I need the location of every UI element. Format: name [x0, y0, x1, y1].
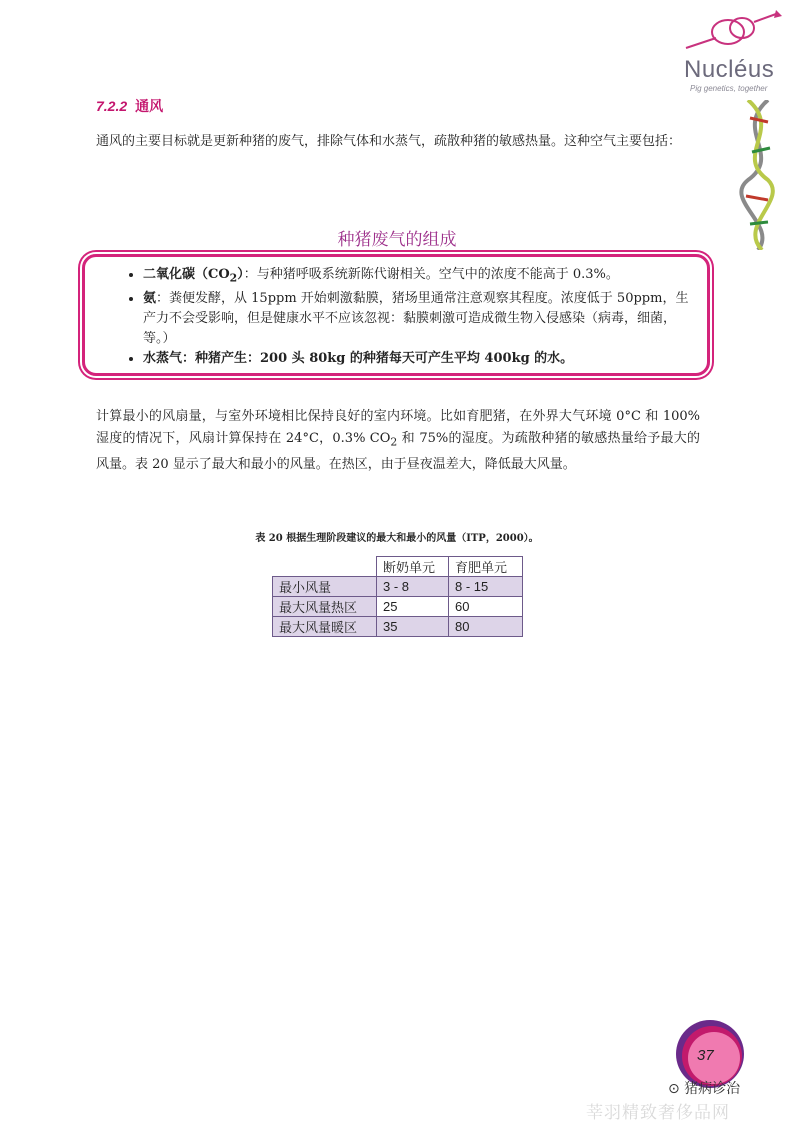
- table-header-row: [273, 557, 523, 577]
- logo-name: Nucléus: [684, 56, 775, 83]
- list-item: • 水蒸气：种猪产生：200 头 80kg 的种猪每天可产生平均 400kg 的水。: [143, 349, 689, 369]
- table-cell: 80: [449, 617, 523, 637]
- composition-box: [82, 254, 710, 376]
- table-row: [273, 617, 523, 637]
- list-item: • 二氧化碳$(CO_2)$：与种猪呼吸系统新陈代谢相关。空气中的浓度不能高于 0.3%。: [143, 265, 689, 289]
- table-cell: 25: [377, 597, 449, 617]
- watermark-account: ⊙ 猪病诊治: [668, 1081, 741, 1097]
- column-header: 育肥单元: [449, 557, 523, 577]
- logo-tagline: Pig genetics, together: [690, 84, 768, 93]
- table-cell: 3 - 8: [377, 577, 449, 597]
- ventilation-table: [272, 556, 523, 637]
- intro-paragraph: 通风的主要目标就是更新种猪的废气，排除气体和水蒸气，疏散种猪的敏感热量。这种空气主要包括：: [96, 134, 682, 149]
- section-heading: [96, 96, 163, 116]
- row-label: 最大风量暖区: [273, 617, 377, 637]
- table-row: [273, 577, 523, 597]
- table-cell: 60: [449, 597, 523, 617]
- section-title: 通风: [135, 99, 164, 115]
- box-title: 种猪废气的组成: [337, 230, 457, 250]
- watermark-site: 莘羽精致奢侈品网: [586, 1103, 730, 1123]
- table-row: [273, 597, 523, 617]
- table-cell: 35: [377, 617, 449, 637]
- section-number: 7.2.2: [96, 98, 128, 114]
- composition-list: [85, 257, 707, 369]
- row-label: 最大风量热区: [273, 597, 377, 617]
- row-label: 最小风量: [273, 577, 377, 597]
- page-number: 37: [697, 1047, 714, 1064]
- table-cell: 8 - 15: [449, 577, 523, 597]
- body-paragraph: 计算最小的风扇量，与室外环境相比保持良好的室内环境。比如育肥猪，在外界大气环境 0°C 和 100%湿度的情况下，风扇计算保持在 24°C，0.3% $CO_2$ 和 75%的湿度。为疏散种猪的敏感热量给予最大的风量。表 20 显示了最大和最小的风量。在热区，由于昼夜温差大，降低最大风量。: [96, 409, 700, 472]
- wechat-icon: ⊙: [668, 1081, 685, 1097]
- column-header: 断奶单元: [377, 557, 449, 577]
- list-item: • 氨：粪便发酵，从 15ppm 开始刺激黏膜，猪场里通常注意观察其程度。浓度低于 50ppm，生产力不会受影响，但是健康水平不应该忽视：黏膜刺激可造成微生物入侵感染（病毒，细菌，等。）: [143, 289, 689, 349]
- table-caption: 表 20 根据生理阶段建议的最大和最小的风量（ITP，2000）。: [255, 533, 539, 544]
